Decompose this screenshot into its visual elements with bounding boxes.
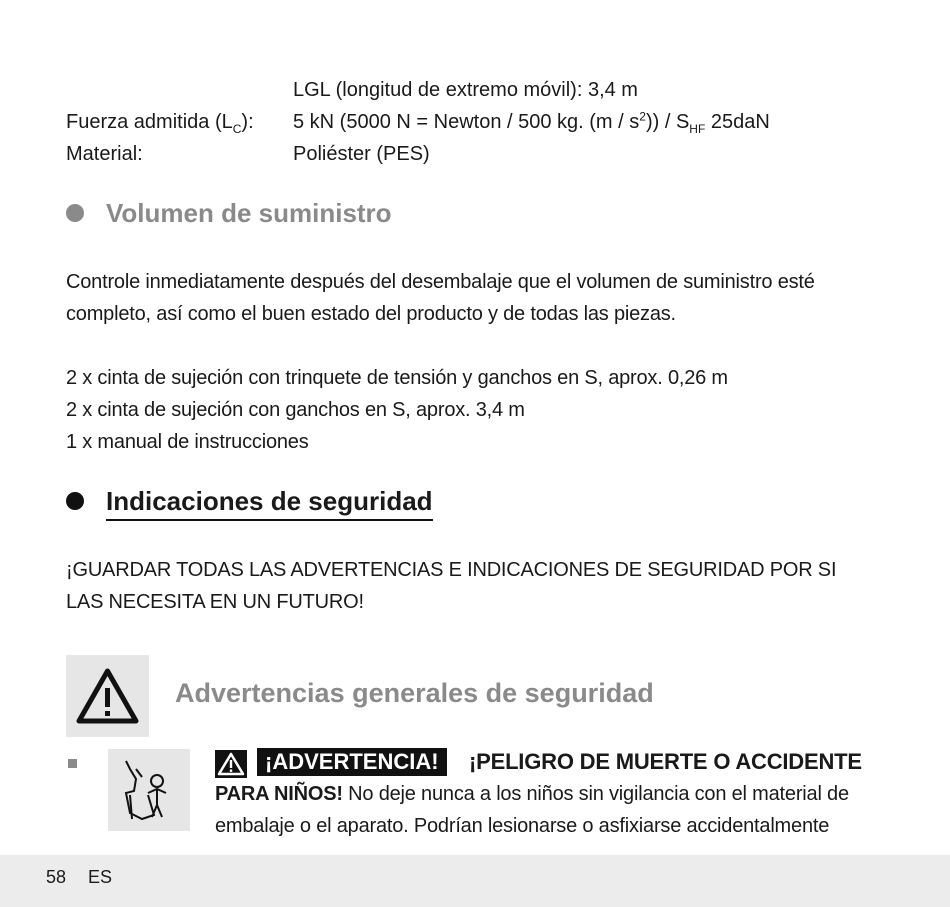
force-value-sub: HF bbox=[689, 122, 706, 136]
warning-badge: ¡ADVERTENCIA! bbox=[257, 748, 447, 776]
material-value: Poliéster (PES) bbox=[293, 143, 430, 165]
warning-title-part1: ¡PELIGRO DE MUERTE O ACCIDENTE bbox=[469, 749, 862, 774]
warning-text-line2: embalaje o el aparato. Podrían lesionarse o asfixiarse accidentalmente bbox=[215, 815, 830, 837]
safety-heading-text: Indicaciones de seguridad bbox=[106, 486, 433, 521]
force-value-end: 25daN bbox=[705, 111, 770, 133]
page-footer bbox=[0, 855, 950, 907]
supply-item: 2 x cinta de sujeción con trinquete de tensión y ganchos en S, aprox. 0,26 m bbox=[66, 367, 728, 389]
general-warnings-heading: Advertencias generales de seguridad bbox=[175, 678, 654, 708]
bullet-dot-icon bbox=[66, 492, 84, 510]
force-label bbox=[66, 110, 254, 134]
safety-notice-line2: LAS NECESITA EN UN FUTURO! bbox=[66, 591, 364, 613]
safety-notice-line1: ¡GUARDAR TODAS LAS ADVERTENCIAS E INDICACIONES DE SEGURIDAD POR SI bbox=[66, 559, 837, 581]
force-label-close: ): bbox=[241, 111, 254, 133]
warning-text-line1 bbox=[215, 782, 849, 806]
language-code: ES bbox=[88, 867, 113, 887]
safety-heading bbox=[66, 486, 433, 517]
supply-item: 2 x cinta de sujeción con ganchos en S, aprox. 3,4 m bbox=[66, 399, 525, 421]
force-label-text: Fuerza admitida (L bbox=[66, 111, 233, 133]
supply-intro-line2: completo, así como el buen estado del producto y de todas las piezas. bbox=[66, 303, 676, 325]
list-bullet-icon bbox=[68, 759, 77, 768]
material-label: Material: bbox=[66, 143, 143, 165]
warning-title-part2: PARA NIÑOS! bbox=[215, 783, 343, 805]
force-value-sup: 2 bbox=[639, 109, 646, 124]
warning-triangle-icon bbox=[66, 655, 149, 737]
force-value-mid: )) / S bbox=[645, 111, 690, 133]
force-value-text: 5 kN (5000 N = Newton / 500 kg. (m / s bbox=[293, 111, 640, 133]
force-label-sub: C bbox=[232, 122, 242, 136]
supply-heading bbox=[66, 198, 392, 229]
warning-small-icon bbox=[215, 750, 247, 778]
bullet-dot-icon bbox=[66, 204, 84, 222]
warning-text-1: No deje nunca a los niños sin vigilancia con el material de bbox=[342, 783, 849, 805]
supply-item: 1 x manual de instrucciones bbox=[66, 431, 309, 453]
page-number: 58 bbox=[46, 867, 67, 887]
force-value bbox=[293, 110, 770, 134]
child-hazard-icon bbox=[108, 749, 190, 831]
supply-heading-text: Volumen de suministro bbox=[106, 198, 392, 228]
lgl-spec: LGL (longitud de extremo móvil): 3,4 m bbox=[293, 79, 638, 101]
supply-intro-line1: Controle inmediatamente después del desembalaje que el volumen de suministro esté bbox=[66, 271, 815, 293]
